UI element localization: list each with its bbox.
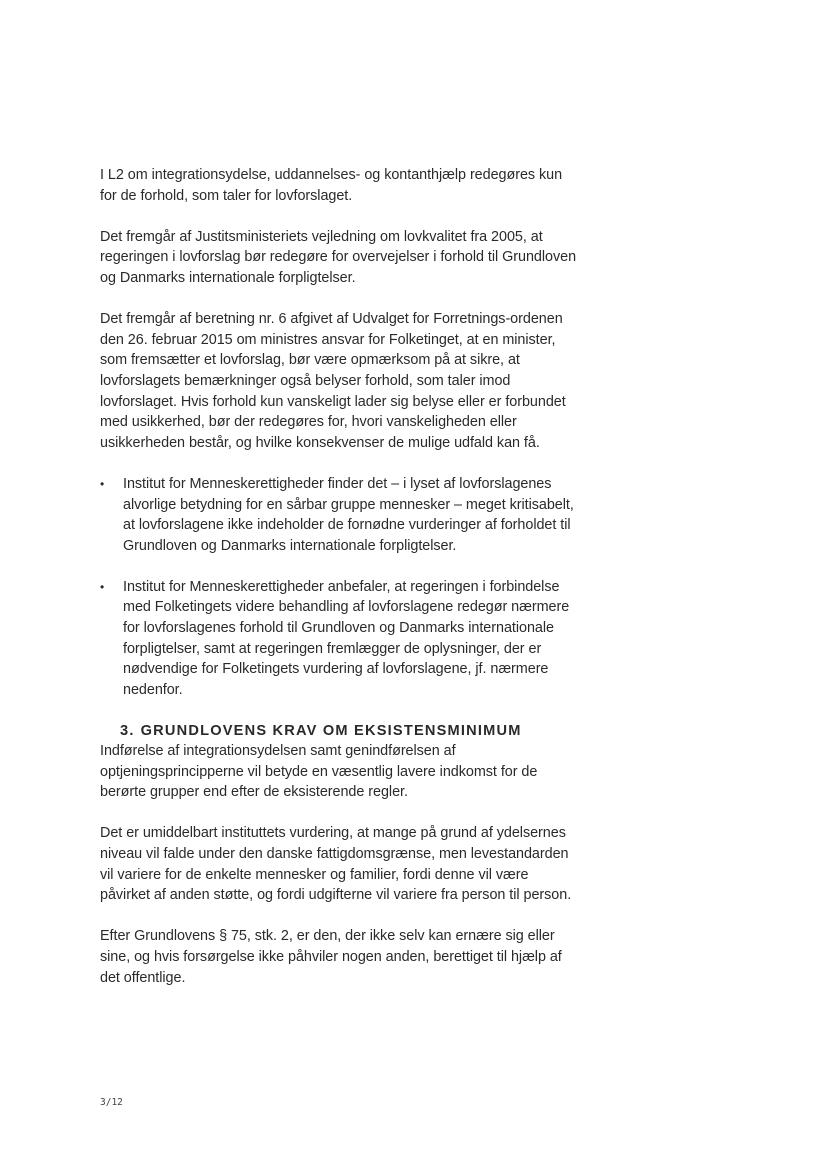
paragraph-l2-intro: I L2 om integrationsydelse, uddannelses- og kontanthjælp redegøres kun for de forhold, som taler for lovforslaget. — [100, 167, 563, 204]
list-item — [100, 577, 580, 701]
section-number: 3. — [120, 723, 135, 740]
bullet-text: Institut for Menneskerettigheder anbefaler, at regeringen i forbindelse med Folketingets videre behandling af lovforslagene redegør nærmere for lovforslagenes forhold til Grundloven og Danmarks internationale forpligtelser, samt at regeringen fremlægger de oplysninger, der er nødvendige for Folketingets vurdering af lovforslagene, jf. nærmere nedenfor. — [123, 578, 570, 698]
page-number: 3/12 — [100, 1097, 123, 1108]
bullet-icon: • — [100, 579, 105, 594]
paragraph-constitution-75: Efter Grundlovens § 75, stk. 2, er den, der ikke selv kan ernære sig eller sine, og hvis forsørgelse ikke påhviler nogen anden, berettiget til hjælp af det offentlige. — [100, 928, 562, 986]
paragraph-poverty-assessment: Det er umiddelbart instituttets vurdering, at mange på grund af ydelsernes niveau vil falde under den danske fattigdomsgrænse, men levestandarden vil variere for de enkelte mennesker og familier, fordi denne vil være påvirket af anden støtte, og fordi udgifterne vil variere fra person til person. — [100, 825, 572, 904]
section-title: GRUNDLOVENS KRAV OM EKSISTENSMINIMUM — [140, 723, 522, 740]
recommendations-list — [100, 474, 580, 701]
paragraph-report-no-6: Det fremgår af beretning nr. 6 afgivet af Udvalget for Forretnings-ordenen den 26. februar 2015 om ministres ansvar for Folketinget, at en minister, som fremsætter et lovforslag, bør være opmærksom på at sikre, at lovforslagets bemærkninger også belyser forhold, som taler imod lovforslaget. Hvis forhold kun vanskeligt lader sig belyse eller er forbundet med usikkerhed, bør der redegøres for, hvori vanskeligheden eller usikkerheden består, og hvilke konsekvenser de mulige udfald kan få. — [100, 311, 566, 451]
page-body — [100, 165, 580, 1009]
paragraph-integration-benefit: Indførelse af integrationsydelsen samt genindførelsen af optjeningsprincipperne vil betyde en væsentlig lavere indkomst for de berørte grupper end efter de eksisterende regler. — [100, 743, 538, 801]
bullet-text: Institut for Menneskerettigheder finder det – i lyset af lovforslagenes alvorlige betydning for en sårbar gruppe mennesker – meget kritisabelt, at lovforslagene ikke indeholder de fornødne vurderinger af forholdet til Grundloven og Danmarks internationale forpligtelser. — [123, 475, 574, 554]
bullet-icon: • — [100, 476, 105, 491]
list-item — [100, 474, 580, 556]
section-heading — [100, 721, 580, 741]
paragraph-justice-guidance: Det fremgår af Justitsministeriets vejledning om lovkvalitet fra 2005, at regeringen i lovforslag bør redegøre for overvejelser i forhold til Grundloven og Danmarks internationale forpligtelser. — [100, 228, 577, 286]
